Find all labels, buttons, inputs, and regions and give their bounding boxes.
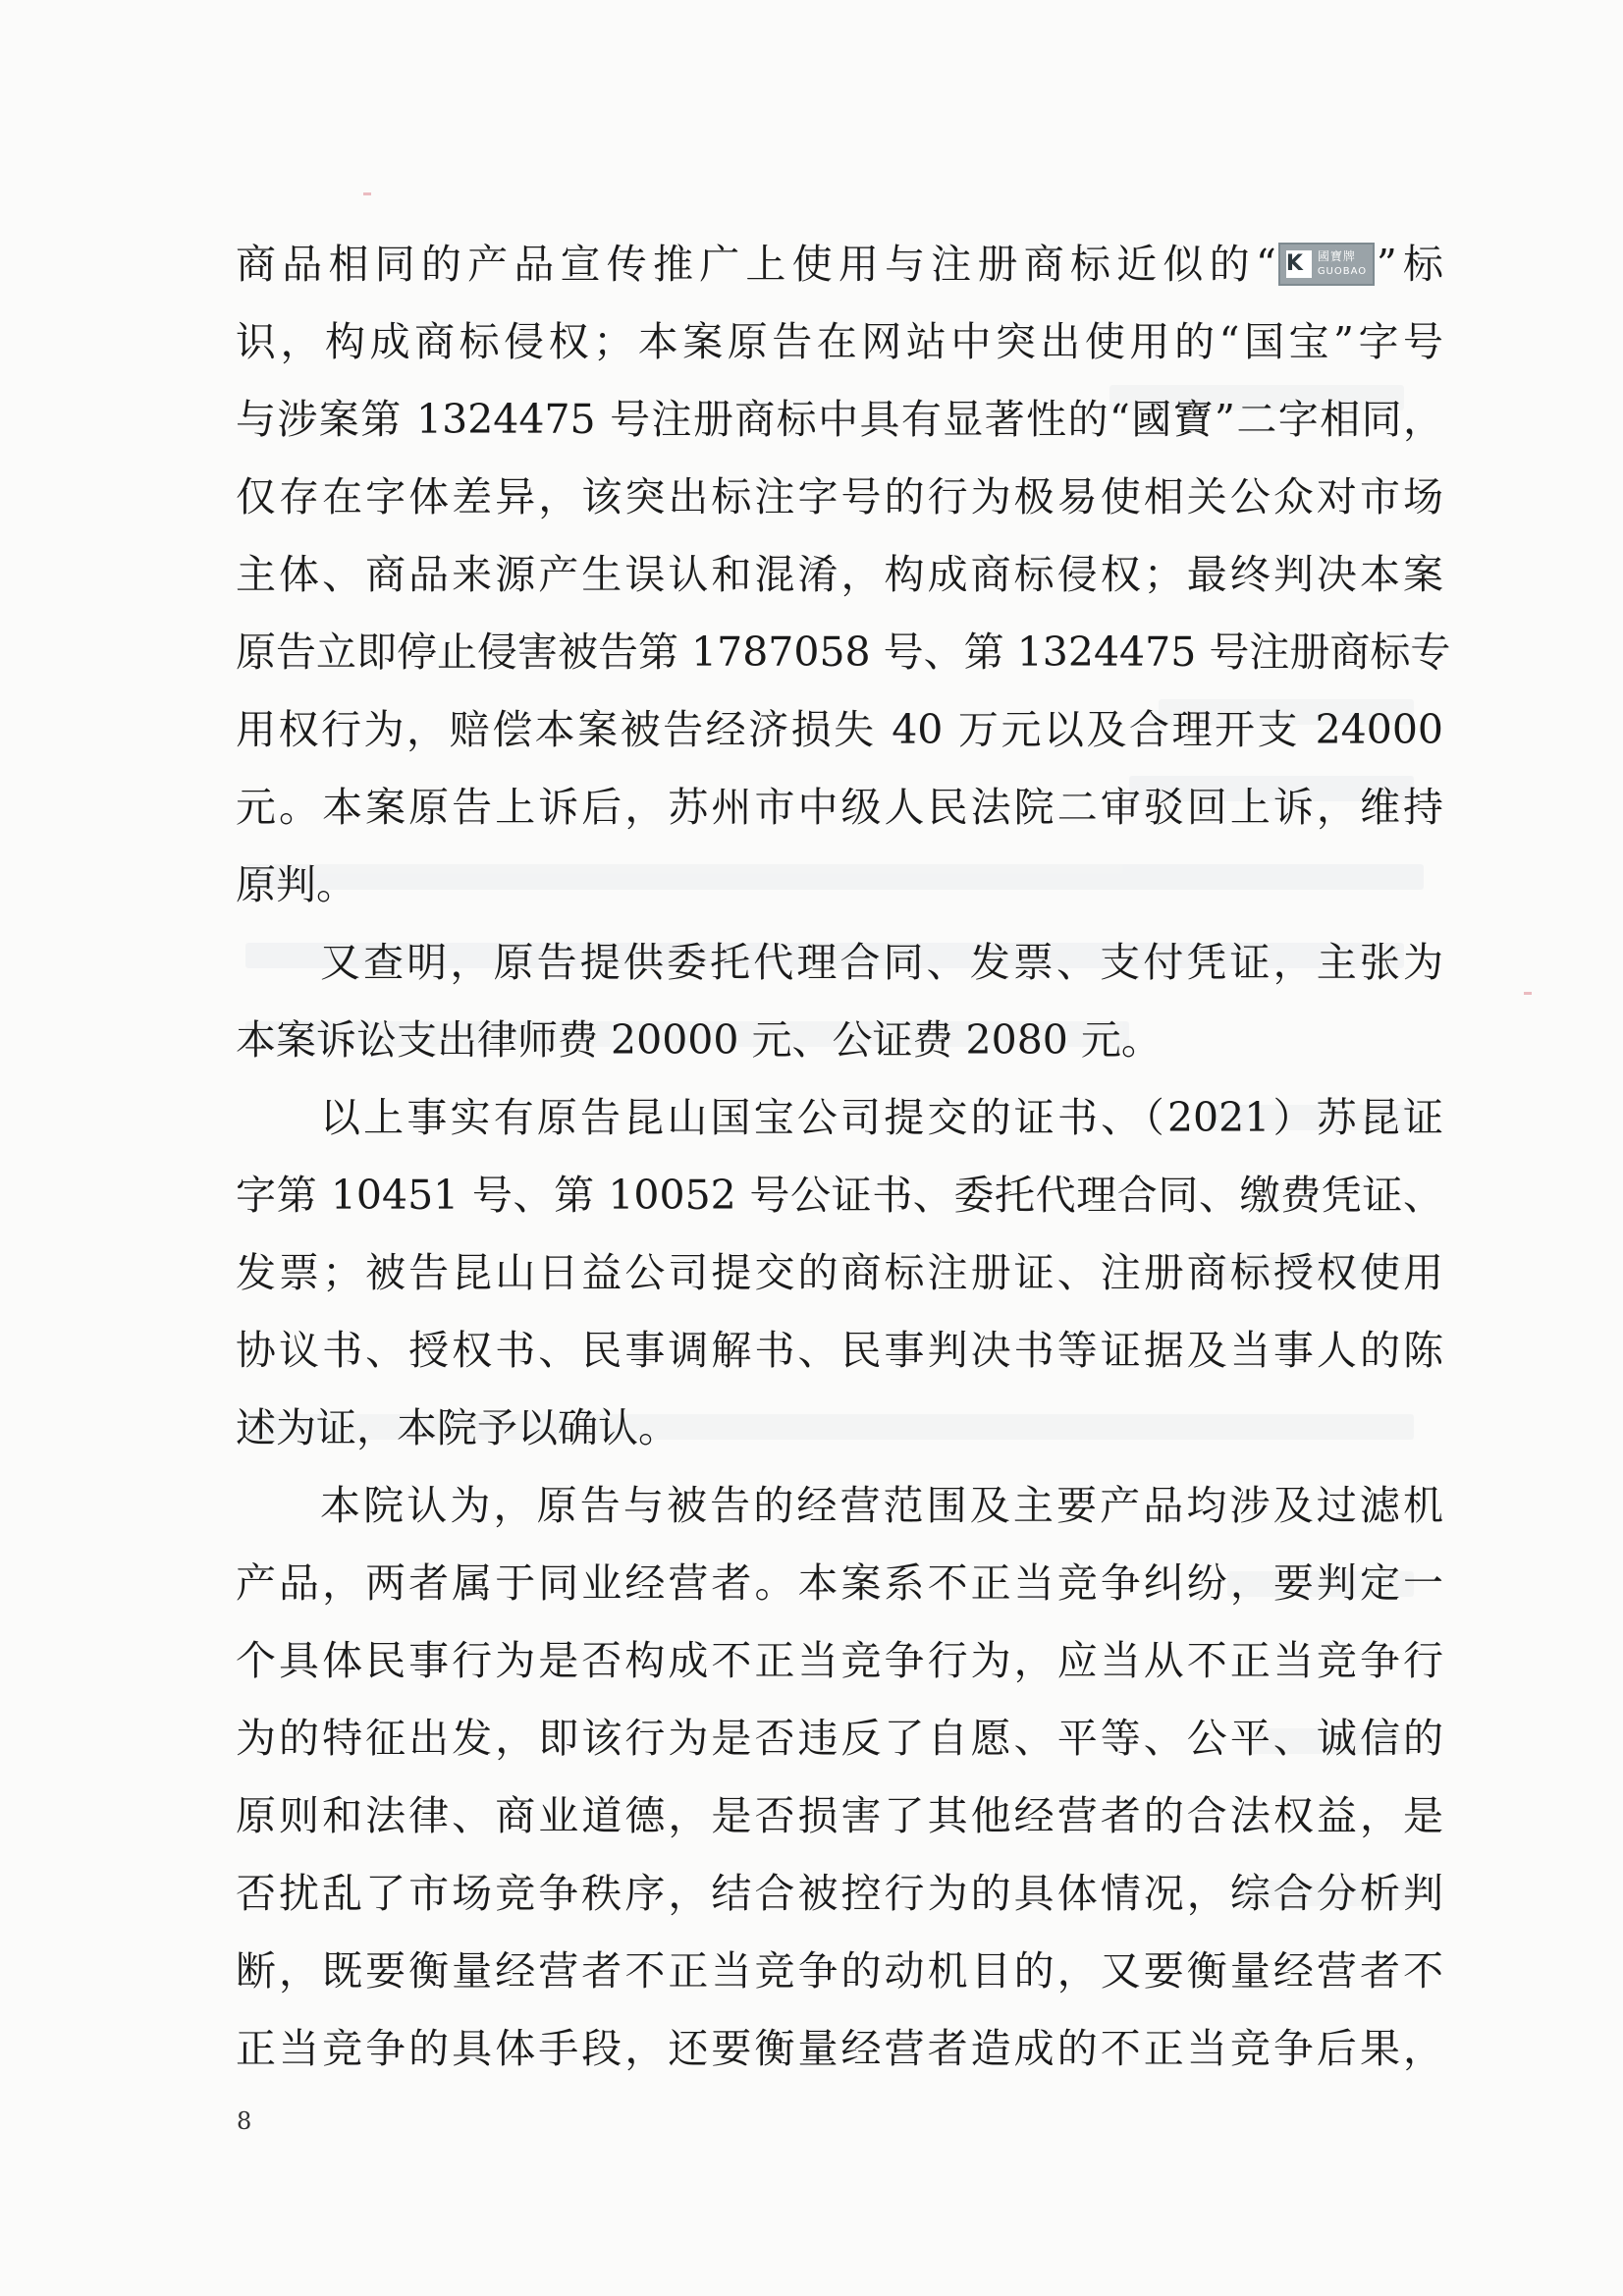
text-line: 识，构成商标侵权；本案原告在网站中突出使用的“国宝”字号: [236, 318, 1443, 365]
logo-chinese-text: 國寶牌: [1317, 248, 1356, 263]
paragraph-first-line: 本院认为，原告与被告的经营范围及主要产品均涉及过滤机: [320, 1482, 1443, 1529]
text-line: 否扰乱了市场竞争秩序，结合被控行为的具体情况，综合分析判: [236, 1870, 1443, 1917]
page-number: 8: [237, 2107, 252, 2135]
text-line: 本案诉讼支出律师费 20000 元、公证费 2080 元。: [236, 1016, 1162, 1064]
paragraph-first-line: 以上事实有原告昆山国宝公司提交的证书、（2021）苏昆证: [320, 1094, 1443, 1141]
guobao-trademark-logo: [1278, 243, 1375, 286]
text-line: 字第 10451 号、第 10052 号公证书、委托代理合同、缴费凭证、: [236, 1172, 1443, 1219]
text-line: 原判。: [236, 861, 356, 908]
text-segment: 商品相同的产品宣传推广上使用与注册商标近似的“: [236, 241, 1276, 288]
text-line: 正当竞争的具体手段，还要衡量经营者造成的不正当竞争后果，: [236, 2025, 1443, 2072]
text-segment: ”标: [1376, 241, 1443, 288]
text-line: 发票；被告昆山日益公司提交的商标注册证、注册商标授权使用: [236, 1249, 1443, 1296]
text-line: 用权行为，赔偿本案被告经济损失 40 万元以及合理开支 24000: [236, 706, 1443, 753]
text-line: 协议书、授权书、民事调解书、民事判决书等证据及当事人的陈: [236, 1327, 1443, 1374]
logo-english-text: GUOBAO: [1317, 265, 1368, 277]
text-line: 仅存在字体差异，该突出标注字号的行为极易使相关公众对市场: [236, 473, 1443, 520]
text-line: 与涉案第 1324475 号注册商标中具有显著性的“國寶”二字相同，: [236, 396, 1443, 443]
text-line: 述为证，本院予以确认。: [236, 1404, 678, 1451]
text-line: 个具体民事行为是否构成不正当竞争行为，应当从不正当竞争行: [236, 1637, 1443, 1684]
text-line: 主体、商品来源产生误认和混淆，构成商标侵权；最终判决本案: [236, 551, 1443, 598]
text-line: 产品，两者属于同业经营者。本案系不正当竞争纠纷，要判定一: [236, 1559, 1443, 1607]
logo-k-letter: K: [1286, 250, 1312, 278]
text-line: 原则和法律、商业道德，是否损害了其他经营者的合法权益，是: [236, 1792, 1443, 1839]
scan-speck: [1524, 992, 1532, 995]
text-line: 元。本案原告上诉后，苏州市中级人民法院二审驳回上诉，维持: [236, 784, 1443, 831]
text-line: 断，既要衡量经营者不正当竞争的动机目的，又要衡量经营者不: [236, 1947, 1443, 1995]
text-line: [236, 226, 1443, 303]
paragraph-first-line: 又查明，原告提供委托代理合同、发票、支付凭证，主张为: [320, 939, 1443, 986]
body-text: [236, 226, 1451, 2088]
text-line: 原告立即停止侵害被告第 1787058 号、第 1324475 号注册商标专: [236, 629, 1451, 676]
text-line: 为的特征出发，即该行为是否违反了自愿、平等、公平、诚信的: [236, 1715, 1443, 1762]
scan-speck: [363, 192, 371, 195]
